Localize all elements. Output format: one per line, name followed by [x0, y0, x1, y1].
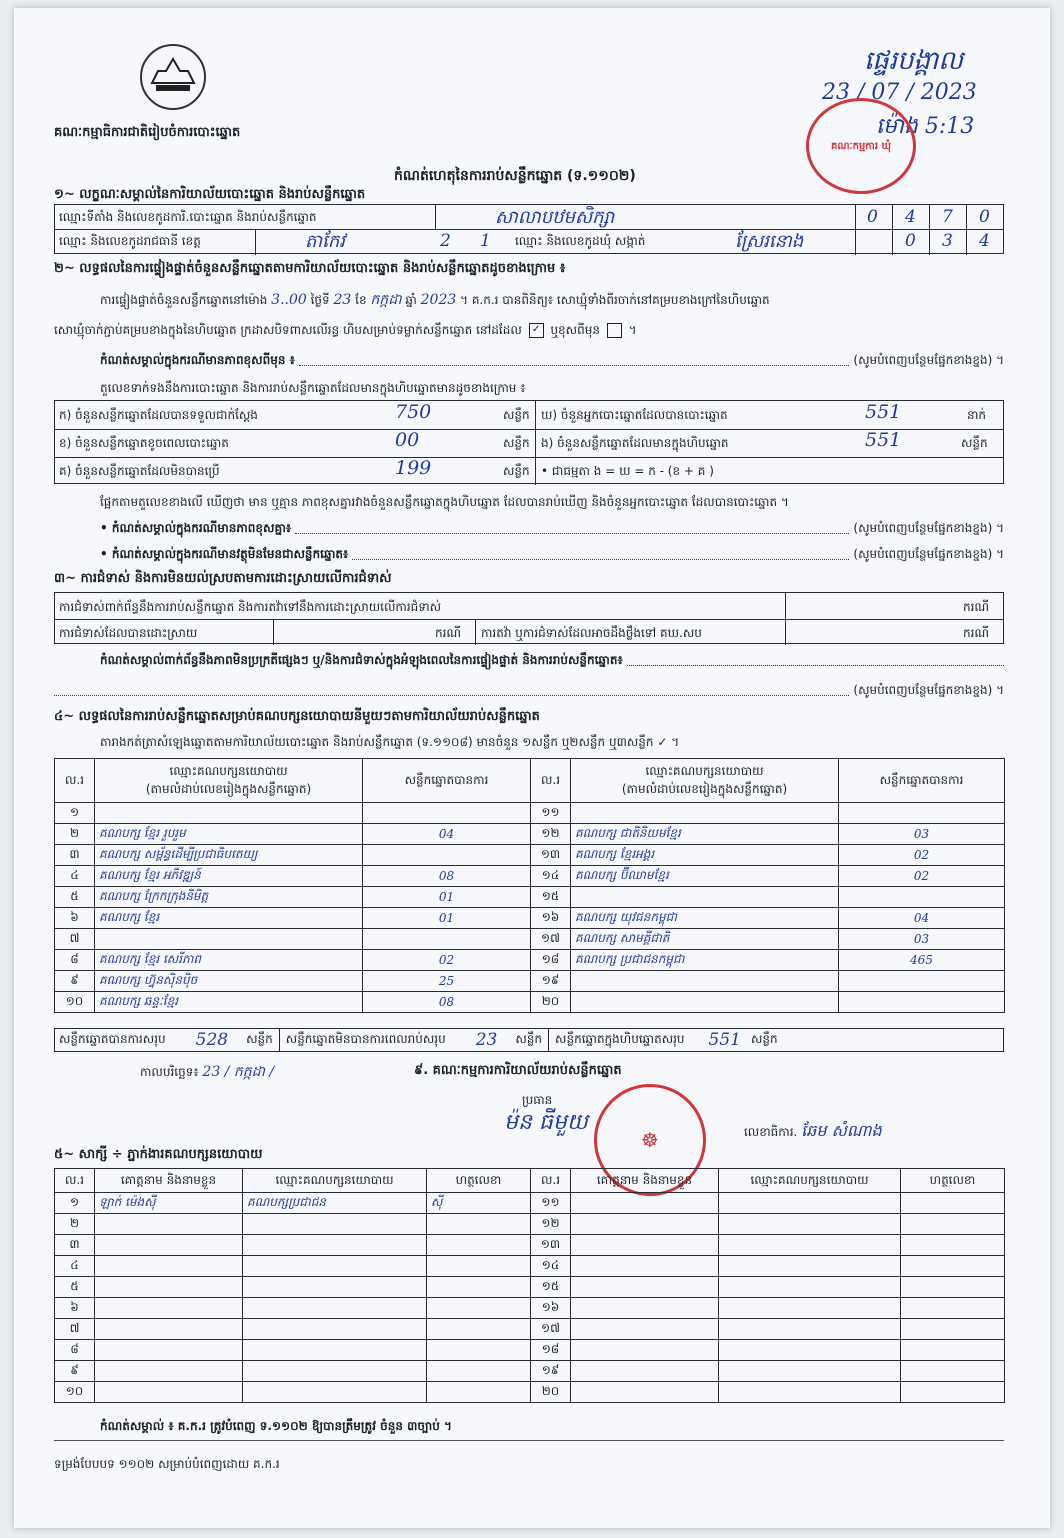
handwritten-time: ម៉ោង 5:13: [876, 114, 975, 139]
province-label: ឈ្មោះ និងលេខកូដរាជធានី ខេត្ត: [59, 234, 201, 248]
ballots-in-box-label: ង) ចំនួនសន្លឹកឆ្នោតដែលមានក្នុងហិបឆ្នោត: [541, 436, 729, 450]
result-no: ១០: [55, 992, 95, 1013]
day-value: 23: [333, 292, 352, 308]
result-party: គណបក្ស ខ្មែរ: [95, 908, 363, 929]
secretary-line: លេខាធិការ. ឆែម សំណាង: [744, 1121, 882, 1140]
witness-name: [95, 1361, 243, 1382]
form-page: [14, 8, 1050, 1528]
col-no-right: ល.រ: [531, 759, 571, 803]
irregularity-note-line: កំណត់សម្គាល់ពាក់ព័ន្ធនឹងភាពមិនប្រក្រតីផ្សេងៗ ឬ/និងការជំទាស់ក្នុងអំឡុងពេលនៃការផ្ទៀងផ្ទាត់ និងការរាប់សន្លឹកឆ្នោត៖: [100, 652, 1004, 670]
witness-no: ២០: [531, 1382, 571, 1403]
result-votes: 08: [363, 992, 531, 1013]
result-party: គណបក្ស ប្រជាជនកម្ពុជា: [571, 950, 839, 971]
ballots-in-box-unit: សន្លឹក: [961, 436, 988, 450]
result-party: [95, 929, 363, 950]
witness-name: [571, 1298, 719, 1319]
formula: • ជាធម្មតា ង = ឃ = ក - (ខ + គ ): [541, 464, 714, 478]
witness-no: ៣: [55, 1235, 95, 1256]
result-no: ២: [55, 824, 95, 845]
result-party: [571, 803, 839, 824]
result-votes: 02: [363, 950, 531, 971]
seal-line: សោឃ្មុំចាក់ភ្ជាប់គម្របខាងក្នុងនៃហិបឆ្នោត ក្រដាសបិទពាសលើរន្ធ ហិបសម្រាប់ទម្លាក់សន្លឹកឆ្នោត នៅដដែល ✓ ឬខុសពីមុន ។: [54, 323, 637, 337]
section1-heading: ១~ លក្ខណៈសម្គាល់នៃការិយាល័យបោះឆ្នោត និងរាប់សន្លឹកឆ្នោត: [54, 187, 366, 202]
secretary-signature: ឆែម សំណាង: [801, 1121, 882, 1140]
result-no: ១៤: [531, 866, 571, 887]
voters-label: ឃ) ចំនួនអ្នកបោះឆ្នោតដែលបានបោះឆ្នោត: [541, 408, 728, 422]
station-code-1: 0: [867, 207, 878, 227]
witness-party: [719, 1214, 901, 1235]
witness-no: ៦: [55, 1298, 95, 1319]
total-box-value: 551: [708, 1030, 741, 1050]
witness-sign: [901, 1382, 1005, 1403]
voters-value: 551: [865, 401, 902, 423]
w-col-sign-right: ហត្ថលេខា: [901, 1169, 1005, 1193]
witness-name: [95, 1382, 243, 1403]
witness-sign: [901, 1340, 1005, 1361]
result-party: គណបក្ស ខ្មែរ សេរីភាព: [95, 950, 363, 971]
witness-no: ១៥: [531, 1277, 571, 1298]
result-no: ៩: [55, 971, 95, 992]
different-checkbox[interactable]: [607, 323, 622, 338]
witness-party: [243, 1361, 427, 1382]
result-party: គណបក្ស ជាតិនិយមខ្មែរ: [571, 824, 839, 845]
witness-sign: [901, 1235, 1005, 1256]
witness-no: ៥: [55, 1277, 95, 1298]
witness-no: ១: [55, 1193, 95, 1214]
w-col-name-right: គោត្តនាម និងនាមខ្លួន: [571, 1169, 719, 1193]
result-votes: [363, 803, 531, 824]
witness-no: ១០: [55, 1382, 95, 1403]
witness-row: [55, 1193, 1005, 1214]
province-value: តាកែវ: [305, 231, 345, 252]
witness-no: ១២: [531, 1214, 571, 1235]
witness-party: [243, 1340, 427, 1361]
result-no: ១៦: [531, 908, 571, 929]
witness-row: [55, 1340, 1005, 1361]
result-votes: 03: [839, 824, 1005, 845]
station-code-3: 7: [942, 207, 953, 227]
witness-party: [719, 1256, 901, 1277]
w-col-sign-left: ហត្ថលេខា: [427, 1169, 531, 1193]
result-party: គណបក្ស ខ្មែរ រួបរួម: [95, 824, 363, 845]
w-col-no-left: ល.រ: [55, 1169, 95, 1193]
result-party: គណបក្ស ប៊ីឈាមខ្មែរ: [571, 866, 839, 887]
footer-note: កំណត់សម្គាល់ ៖ គ.ក.រ ត្រូវបំពេញ ទ.១១០២ ឱ្យបានត្រឹមត្រូវ ចំនួន ៣ច្បាប់ ។: [100, 1419, 452, 1433]
diff-note-line: កំណត់សម្គាល់ក្នុងករណីមានភាពខុសពីមុន ៖ (សូមបំពេញបន្ថែមផ្នែកខាងខ្នង) ។: [100, 353, 1004, 367]
result-row: [55, 971, 1005, 992]
result-votes: 02: [839, 866, 1005, 887]
result-no: ១៧: [531, 929, 571, 950]
col-votes-right: សន្លឹកឆ្នោតបានការ: [839, 759, 1005, 803]
unused-unit: សន្លឹក: [503, 464, 530, 478]
result-party: គណបក្ស សម្ព័ន្ធដើម្បីប្រជាធិបតេយ្យ: [95, 845, 363, 866]
result-votes: 04: [839, 908, 1005, 929]
witness-name: [571, 1277, 719, 1298]
witness-party: គណបក្សប្រជាជន: [243, 1193, 427, 1214]
year-value: 2023: [420, 292, 457, 308]
result-row: [55, 803, 1005, 824]
witness-no: ១៧: [531, 1319, 571, 1340]
objection-row1-unit: ករណី: [963, 600, 990, 614]
result-no: ៨: [55, 950, 95, 971]
result-no: ៧: [55, 929, 95, 950]
witness-party: [243, 1256, 427, 1277]
station-code-2: 4: [905, 207, 916, 227]
result-party: គណបក្ស សាមគ្គីជាតិ: [571, 929, 839, 950]
objection-forwarded-unit: ករណី: [963, 626, 990, 640]
result-row: [55, 845, 1005, 866]
committee-label: ៩. គណៈកម្មការការិយាល័យរាប់សន្លឹកឆ្នោត: [414, 1063, 622, 1078]
ballots-in-box-value: 551: [865, 429, 902, 451]
total-invalid-value: 23: [475, 1030, 498, 1050]
witness-body: [55, 1193, 1005, 1403]
witness-sign: [901, 1256, 1005, 1277]
voters-unit: នាក់: [967, 408, 987, 422]
chair-signature: ម៉ន ធីមួយ: [504, 1110, 588, 1135]
spoiled-value: 00: [395, 429, 420, 451]
witness-party: [719, 1277, 901, 1298]
witness-sign: [901, 1277, 1005, 1298]
witness-sign: [427, 1361, 531, 1382]
witness-row: [55, 1214, 1005, 1235]
commission-name: គណៈកម្មាធិការជាតិរៀបចំការបោះឆ្នោត: [54, 125, 241, 140]
witness-no: ៧: [55, 1319, 95, 1340]
commune-stamp: គណៈកម្មការ ឃុំ: [806, 98, 916, 194]
totals-row: សន្លឹកឆ្នោតបានការសរុប 528 សន្លឹក សន្លឹកឆ្នោតមិនបានការពេលរាប់សរុប 23 សន្លឹក សន្លឹកឆ្នោតក្នុងហិបឆ្នោតសរុប 551 សន្លឹក: [54, 1028, 1004, 1052]
result-row: [55, 866, 1005, 887]
result-votes: [839, 803, 1005, 824]
counts-intro: តួលេខទាក់ទងនឹងការបោះឆ្នោត និងការរាប់សន្លឹកឆ្នោតដែលមានក្នុងហិបឆ្នោតមានដូចខាងក្រោម ៖: [100, 381, 526, 395]
result-row: [55, 908, 1005, 929]
spoiled-unit: សន្លឹក: [503, 436, 530, 450]
w-col-party-left: ឈ្មោះគណបក្សនយោបាយ: [243, 1169, 427, 1193]
result-party: គណបក្ស ខ្មែរអង្គរ: [571, 845, 839, 866]
witness-no: ១៩: [531, 1361, 571, 1382]
time-value: 3..00: [271, 292, 307, 308]
month-value: កក្កដា: [370, 292, 402, 308]
compare-text: ផ្អែកតាមតួលេខខាងលើ ឃើញថា មាន ឬគ្មាន ភាពខុសគ្នារវាងចំនួនសន្លឹកឆ្នោតក្នុងហិបឆ្នោត ដែលបានរាប់ឃើញ និងចំនួនអ្នកបោះឆ្នោត ដែលបានបោះឆ្នោត ។: [100, 495, 789, 509]
result-votes: 02: [839, 845, 1005, 866]
witness-sign: [427, 1235, 531, 1256]
result-no: ១៣: [531, 845, 571, 866]
col-no-left: ល.រ: [55, 759, 95, 803]
total-valid-value: 528: [195, 1030, 229, 1050]
handwritten-date: 23 / 07 / 2023: [822, 80, 977, 105]
result-votes: 01: [363, 908, 531, 929]
tally-sheets-line: តារាងកត់ត្រាសំឡេងឆ្នោតតាមការិយាល័យបោះឆ្នោត និងរាប់សន្លឹកឆ្នោត (ទ.១១០៨) មានចំនួន ១សន្លឹក ឬ២សន្លឹក ឬ៣សន្លឹក ✓ ។: [100, 735, 680, 749]
result-no: ១២: [531, 824, 571, 845]
result-no: ១៨: [531, 950, 571, 971]
form-footer: ទម្រង់បែបបទ ១១០២ សម្រាប់បំពេញដោយ គ.ក.រ: [54, 1457, 280, 1471]
result-row: [55, 887, 1005, 908]
province-code-1: 2: [440, 231, 451, 251]
witness-sign: [901, 1319, 1005, 1340]
witness-sign: [427, 1319, 531, 1340]
witness-party: [243, 1298, 427, 1319]
col-votes-left: សន្លឹកឆ្នោតបានការ: [363, 759, 531, 803]
station-info-box: [54, 204, 1004, 254]
w-col-no-right: ល.រ: [531, 1169, 571, 1193]
section2-heading: ២~ លទ្ធផលនៃការផ្ទៀងផ្ទាត់ចំនួនសន្លឹកឆ្នោតតាមការិយាល័យបោះឆ្នោត និងរាប់សន្លឹកឆ្នោតដូចខាងក្រោម ៖: [54, 261, 566, 276]
station-code-4: 0: [979, 207, 990, 227]
witness-sign: [427, 1277, 531, 1298]
witness-name: [95, 1340, 243, 1361]
result-votes: [363, 845, 531, 866]
mismatch-note-line: • កំណត់សម្គាល់ក្នុងករណីមានភាពខុសគ្នា៖ (សូមបំពេញបន្ថែមផ្នែកខាងខ្នង) ។: [100, 521, 1004, 535]
commune-label: ឈ្មោះ និងលេខកូដឃុំ សង្កាត់: [515, 234, 646, 248]
section5-heading: ៥~ សាក្សី ÷ ភ្នាក់ងារគណបក្សនយោបាយ: [54, 1147, 263, 1162]
witness-name: [95, 1298, 243, 1319]
result-party: គណបក្ស យុវជនកម្ពុជា: [571, 908, 839, 929]
commune-code-3: 4: [979, 231, 990, 251]
witness-name: [95, 1319, 243, 1340]
witness-row: [55, 1298, 1005, 1319]
nec-logo: [140, 44, 206, 110]
result-votes: 04: [363, 824, 531, 845]
station-value: សាលាបឋមសិក្សា: [495, 207, 615, 228]
witness-no: ១៣: [531, 1235, 571, 1256]
section4-heading: ៤~ លទ្ធផលនៃការរាប់សន្លឹកឆ្នោតសម្រាប់គណបក្សនយោបាយនីមួយៗតាមការិយាល័យរាប់សន្លឹកឆ្នោត: [54, 709, 540, 724]
verification-line: ការផ្ទៀងផ្ទាត់ចំនួនសន្លឹកឆ្នោតនៅម៉ោង 3..00 ថ្ងៃទី 23 ខែ កក្កដា ឆ្នាំ 2023 ។ គ.ក.រ បានពិនិត្យ៖ សោឃ្មុំទាំងពីរចាក់នៅគម្របខាងក្រៅនៃហិបឆ្នោត: [100, 292, 770, 308]
same-checkbox[interactable]: ✓: [529, 323, 544, 338]
result-party: គណបក្ស ខ្មែរ អភិវឌ្ឍន៍: [95, 866, 363, 887]
witness-sign: [901, 1361, 1005, 1382]
results-table: [54, 758, 1005, 1013]
witness-party: [719, 1298, 901, 1319]
witness-party: [719, 1340, 901, 1361]
result-no: ៣: [55, 845, 95, 866]
witness-party: [243, 1382, 427, 1403]
witness-party: [719, 1319, 901, 1340]
date-made-value: 23 / កក្កដា /: [202, 1064, 275, 1080]
witness-sign: [901, 1214, 1005, 1235]
witness-row: [55, 1361, 1005, 1382]
witness-no: ៤: [55, 1256, 95, 1277]
result-row: [55, 929, 1005, 950]
witness-row: [55, 1256, 1005, 1277]
objection-row1: ការជំទាស់ពាក់ព័ន្ធនឹងការរាប់សន្លឹកឆ្នោត និងការតវ៉ាទៅនឹងការដោះស្រាយលើការជំទាស់: [59, 600, 442, 614]
witness-no: ២: [55, 1214, 95, 1235]
spoiled-label: ខ) ចំនួនសន្លឹកឆ្នោតខូចពេលបោះឆ្នោត: [59, 436, 229, 450]
witness-sign: [427, 1256, 531, 1277]
witness-party: [243, 1277, 427, 1298]
witness-sign: [427, 1298, 531, 1319]
result-votes: [839, 971, 1005, 992]
witness-name: [571, 1256, 719, 1277]
witness-no: ៨: [55, 1340, 95, 1361]
objection-resolved-unit: ករណី: [435, 626, 462, 640]
witness-party: [719, 1235, 901, 1256]
result-no: ២០: [531, 992, 571, 1013]
result-votes: 465: [839, 950, 1005, 971]
result-party: [571, 971, 839, 992]
commune-value: ស្រែរនោង: [735, 231, 804, 252]
witness-sign: [901, 1193, 1005, 1214]
w-col-name-left: គោត្តនាម និងនាមខ្លួន: [95, 1169, 243, 1193]
form-title: កំណត់ហេតុនៃការរាប់សន្លឹកឆ្នោត (ទ.១១០២): [394, 168, 636, 184]
col-party-right: ឈ្មោះគណបក្សនយោបាយ (តាមលំដាប់លេខរៀងក្នុងសន្លឹកឆ្នោត): [571, 759, 839, 803]
witness-no: ១៤: [531, 1256, 571, 1277]
commune-code-2: 3: [942, 231, 953, 251]
witness-name: ឡាក់ ម៉េងស៊ី: [95, 1193, 243, 1214]
result-votes: 08: [363, 866, 531, 887]
result-votes: 25: [363, 971, 531, 992]
witness-name: [571, 1193, 719, 1214]
w-col-party-right: ឈ្មោះគណបក្សនយោបាយ: [719, 1169, 901, 1193]
date-made-line: កាលបរិច្ឆេទ៖ 23 / កក្កដា /: [140, 1064, 275, 1080]
chair-label: ប្រធាន: [522, 1093, 553, 1107]
witness-name: [571, 1319, 719, 1340]
result-no: ៦: [55, 908, 95, 929]
station-label: ឈ្មោះទីតាំង និងលេខកូដការិ.បោះឆ្នោត និងរាប់សន្លឹកឆ្នោត: [59, 210, 317, 224]
witness-name: [95, 1256, 243, 1277]
witness-name: [571, 1382, 719, 1403]
witness-sign: [427, 1382, 531, 1403]
witness-name: [95, 1214, 243, 1235]
result-no: ៥: [55, 887, 95, 908]
witness-sign: ស៊ី: [427, 1193, 531, 1214]
received-label: ក) ចំនួនសន្លឹកឆ្នោតដែលបានទទួលជាក់ស្តែង: [59, 408, 258, 422]
witness-table: [54, 1168, 1005, 1403]
objections-box: [54, 592, 1004, 644]
non-ballot-note-line: • កំណត់សម្គាល់ក្នុងករណីមានវត្ថុមិនមែនជាសន្លឹកឆ្នោត៖ (សូមបំពេញបន្ថែមផ្នែកខាងខ្នង) ។: [100, 547, 1004, 561]
witness-party: [243, 1235, 427, 1256]
result-party: គណបក្ស ក្រែកក្រុងនិមិត្ត: [95, 887, 363, 908]
witness-row: [55, 1319, 1005, 1340]
witness-name: [95, 1277, 243, 1298]
witness-name: [571, 1214, 719, 1235]
result-votes: 03: [839, 929, 1005, 950]
witness-row: [55, 1235, 1005, 1256]
witness-row: [55, 1277, 1005, 1298]
received-unit: សន្លឹក: [503, 408, 530, 422]
section3-heading: ៣~ ការជំទាស់ និងការមិនយល់ស្របតាមការដោះស្រាយលើការជំទាស់: [54, 571, 392, 586]
result-no: ១១: [531, 803, 571, 824]
temple-icon: [150, 57, 196, 97]
witness-name: [571, 1361, 719, 1382]
result-no: ១: [55, 803, 95, 824]
witness-name: [95, 1235, 243, 1256]
results-body: [55, 803, 1005, 1013]
witness-name: [571, 1340, 719, 1361]
province-code-2: 1: [480, 231, 491, 251]
objection-resolved: ការជំទាស់ដែលបានដោះស្រាយ: [59, 626, 198, 640]
result-party: គណបក្ស ឆន្ទៈខ្មែរ: [95, 992, 363, 1013]
result-party: [95, 803, 363, 824]
result-party: [571, 887, 839, 908]
col-party-left: ឈ្មោះគណបក្សនយោបាយ (តាមលំដាប់លេខរៀងក្នុងសន្លឹកឆ្នោត): [95, 759, 363, 803]
unused-value: 199: [395, 457, 432, 479]
witness-party: [719, 1382, 901, 1403]
result-votes: [363, 929, 531, 950]
commune-code-1: 0: [905, 231, 916, 251]
witness-sign: [901, 1298, 1005, 1319]
witness-row: [55, 1382, 1005, 1403]
witness-no: ១៨: [531, 1340, 571, 1361]
result-votes: [839, 887, 1005, 908]
irregularity-fill-line: (សូមបំពេញបន្ថែមផ្នែកខាងខ្នង) ។: [54, 682, 1004, 700]
result-no: ១៩: [531, 971, 571, 992]
result-row: [55, 950, 1005, 971]
witness-sign: [427, 1340, 531, 1361]
witness-party: [719, 1193, 901, 1214]
result-party: [571, 992, 839, 1013]
result-no: ៤: [55, 866, 95, 887]
witness-no: ១១: [531, 1193, 571, 1214]
counts-box: [54, 400, 1004, 484]
result-row: [55, 992, 1005, 1013]
witness-name: [571, 1235, 719, 1256]
witness-sign: [427, 1214, 531, 1235]
result-votes: [839, 992, 1005, 1013]
result-party: គណបក្ស ហ្វ៊ុនស៊ិនប៉ិច: [95, 971, 363, 992]
committee-stamp: ☸: [594, 1084, 706, 1196]
received-value: 750: [395, 401, 432, 423]
unused-label: គ) ចំនួនសន្លឹកឆ្នោតដែលមិនបានប្រើ: [59, 464, 220, 478]
result-no: ១៥: [531, 887, 571, 908]
witness-party: [243, 1319, 427, 1340]
witness-no: ៩: [55, 1361, 95, 1382]
witness-no: ១៦: [531, 1298, 571, 1319]
handwritten-receipt-note: ផ្ទេរបង្គាល: [864, 46, 964, 76]
witness-party: [719, 1361, 901, 1382]
objection-forwarded: ការតវ៉ា ឬការជំទាស់ដែលអាចដឹងថ្លឹងទៅ គឃ.សប: [481, 626, 702, 640]
witness-party: [243, 1214, 427, 1235]
result-votes: 01: [363, 887, 531, 908]
result-row: [55, 824, 1005, 845]
